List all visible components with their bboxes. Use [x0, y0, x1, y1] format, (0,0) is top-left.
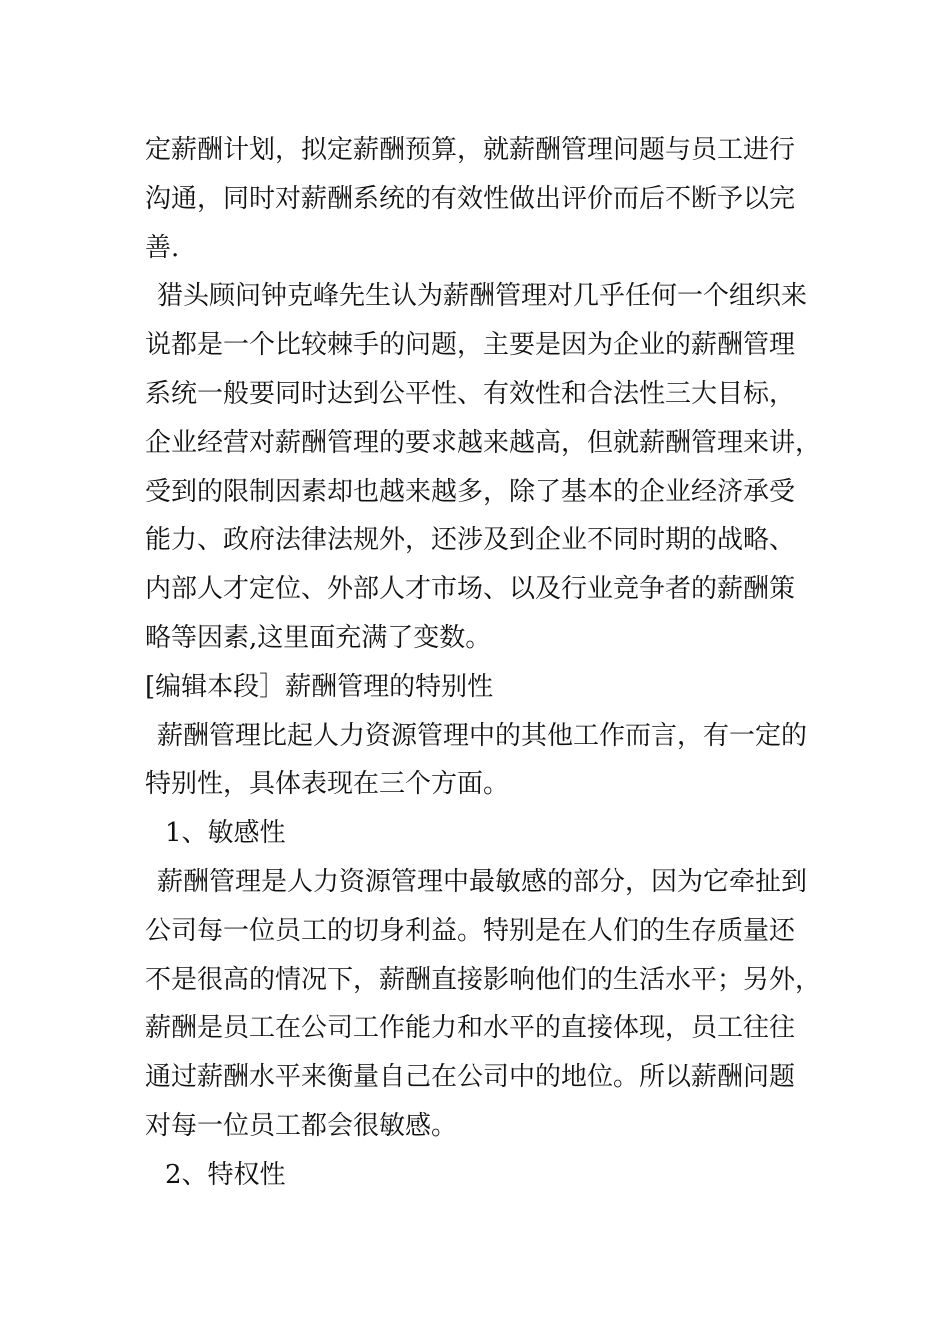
document-body [145, 126, 822, 1200]
text-line: 对每一位员工都会很敏感。 [145, 1110, 458, 1141]
text-line: 沟通，同时对薪酬系统的有效性做出评价而后不断予以完 [145, 183, 796, 214]
text-line: 企业经营对薪酬管理的要求越来越高，但就薪酬管理来讲， [145, 427, 822, 458]
text-line: 不是很高的情况下，薪酬直接影响他们的生活水平；另外， [145, 964, 822, 995]
paragraph-start-line: 薪酬管理是人力资源管理中最敏感的部分，因为它牵扯到 [157, 866, 808, 897]
text-line: 略等因素,这里面充满了变数。 [145, 622, 492, 653]
text-line: 薪酬是员工在公司工作能力和水平的直接体现，员工往往 [145, 1013, 796, 1044]
text-line: 通过薪酬水平来衡量自己在公司中的地位。所以薪酬问题 [145, 1062, 796, 1093]
text-line: 特别性，具体表现在三个方面。 [145, 769, 510, 800]
text-line: 定薪酬计划，拟定薪酬预算，就薪酬管理问题与员工进行 [145, 135, 796, 165]
section-heading: [编辑本段］薪酬管理的特别性 [145, 671, 494, 702]
paragraph-start-line: 薪酬管理比起人力资源管理中的其他工作而言，有一定的 [157, 720, 808, 751]
paragraph-start-line: 猎头顾问钟克峰先生认为薪酬管理对几乎任何一个组织来 [157, 281, 808, 312]
text-line: 善. [145, 232, 180, 263]
list-heading-sensitivity: 1、敏感性 [165, 818, 286, 849]
text-line: 公司每一位员工的切身利益。特别是在人们的生存质量还 [145, 915, 796, 946]
list-heading-privilege: 2、特权性 [165, 1159, 286, 1190]
text-line: 内部人才定位、外部人才市场、以及行业竞争者的薪酬策 [145, 574, 796, 605]
text-line: 能力、政府法律法规外，还涉及到企业不同时期的战略、 [145, 525, 796, 556]
text-line: 受到的限制因素却也越来越多，除了基本的企业经济承受 [145, 476, 796, 507]
text-line: 系统一般要同时达到公平性、有效性和合法性三大目标， [145, 378, 796, 409]
text-line: 说都是一个比较棘手的问题，主要是因为企业的薪酬管理 [145, 330, 796, 361]
